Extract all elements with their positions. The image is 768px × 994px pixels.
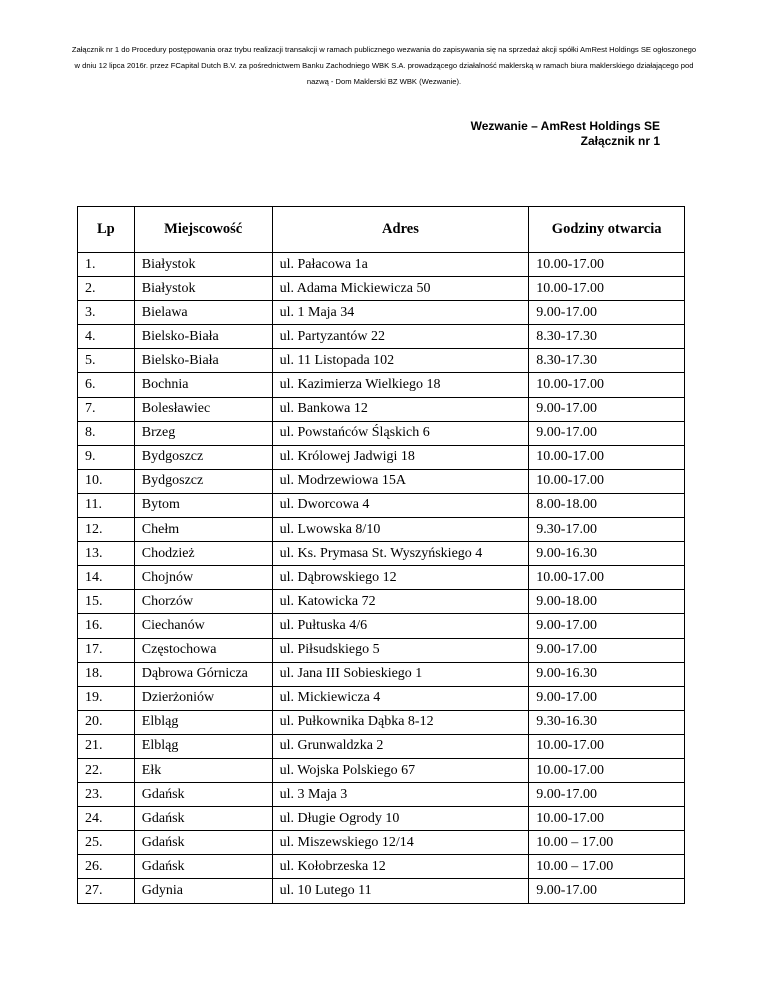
annex-description-line-1: Załącznik nr 1 do Procedury postępowania oraz trybu realizacji transakcji w ramach publicznego wezwania do zapisywania się na sprzedaż akcji spółki AmRest Holdings SE ogłoszonego [71, 45, 697, 54]
cell-hours: 8.30-17.30 [529, 325, 685, 349]
header-city: Miejscowość [134, 207, 272, 253]
header-hours: Godziny otwarcia [529, 207, 685, 253]
cell-address: ul. Bankowa 12 [272, 397, 529, 421]
cell-city: Częstochowa [134, 638, 272, 662]
cell-city: Bielsko-Biała [134, 349, 272, 373]
cell-lp: 3. [78, 301, 135, 325]
cell-hours: 10.00-17.00 [529, 566, 685, 590]
document-title-line-2: Załącznik nr 1 [580, 134, 660, 148]
cell-lp: 20. [78, 710, 135, 734]
cell-city: Bydgoszcz [134, 469, 272, 493]
cell-lp: 22. [78, 758, 135, 782]
cell-lp: 23. [78, 783, 135, 807]
cell-hours: 9.00-17.00 [529, 301, 685, 325]
cell-address: ul. Kołobrzeska 12 [272, 855, 529, 879]
cell-address: ul. Pałacowa 1a [272, 253, 529, 277]
cell-hours: 9.00-17.00 [529, 397, 685, 421]
cell-address: ul. Ks. Prymasa St. Wyszyńskiego 4 [272, 542, 529, 566]
annex-description-line-2: w dniu 12 lipca 2016r. przez FCapital Dutch B.V. za pośrednictwem Banku Zachodniego WBK S.A. prowadzącego działalność maklerską w ramach biura maklerskiego działającego pod [74, 61, 694, 70]
cell-hours: 10.00-17.00 [529, 469, 685, 493]
cell-address: ul. 11 Listopada 102 [272, 349, 529, 373]
cell-hours: 9.00-17.00 [529, 421, 685, 445]
table-header-row [78, 207, 685, 253]
table-row [78, 518, 685, 542]
cell-address: ul. 10 Lutego 11 [272, 879, 529, 903]
table-row [78, 855, 685, 879]
cell-lp: 17. [78, 638, 135, 662]
cell-address: ul. Adama Mickiewicza 50 [272, 277, 529, 301]
cell-lp: 21. [78, 734, 135, 758]
cell-hours: 8.00-18.00 [529, 493, 685, 517]
table-row [78, 373, 685, 397]
cell-hours: 9.30-16.30 [529, 710, 685, 734]
cell-hours: 9.00-16.30 [529, 662, 685, 686]
cell-city: Bielawa [134, 301, 272, 325]
cell-address: ul. Modrzewiowa 15A [272, 469, 529, 493]
cell-address: ul. Lwowska 8/10 [272, 518, 529, 542]
cell-city: Gdańsk [134, 831, 272, 855]
cell-city: Bochnia [134, 373, 272, 397]
cell-lp: 6. [78, 373, 135, 397]
table-row [78, 590, 685, 614]
table-row [78, 542, 685, 566]
cell-city: Brzeg [134, 421, 272, 445]
cell-lp: 19. [78, 686, 135, 710]
table-row [78, 614, 685, 638]
table-row [78, 879, 685, 903]
cell-city: Białystok [134, 253, 272, 277]
header-lp: Lp [78, 207, 135, 253]
cell-city: Bytom [134, 493, 272, 517]
cell-lp: 27. [78, 879, 135, 903]
cell-city: Chorzów [134, 590, 272, 614]
table-row [78, 638, 685, 662]
cell-hours: 10.00 – 17.00 [529, 831, 685, 855]
table-row [78, 734, 685, 758]
header-address: Adres [272, 207, 529, 253]
cell-lp: 25. [78, 831, 135, 855]
cell-hours: 10.00 – 17.00 [529, 855, 685, 879]
cell-city: Dzierżoniów [134, 686, 272, 710]
cell-hours: 10.00-17.00 [529, 373, 685, 397]
cell-hours: 9.00-17.00 [529, 879, 685, 903]
cell-lp: 1. [78, 253, 135, 277]
cell-address: ul. Grunwaldzka 2 [272, 734, 529, 758]
cell-hours: 9.00-16.30 [529, 542, 685, 566]
table-row [78, 710, 685, 734]
cell-city: Bielsko-Biała [134, 325, 272, 349]
cell-lp: 18. [78, 662, 135, 686]
cell-hours: 9.00-18.00 [529, 590, 685, 614]
table-row [78, 807, 685, 831]
cell-lp: 16. [78, 614, 135, 638]
cell-address: ul. Jana III Sobieskiego 1 [272, 662, 529, 686]
cell-city: Chojnów [134, 566, 272, 590]
table-row [78, 301, 685, 325]
cell-city: Gdynia [134, 879, 272, 903]
cell-hours: 10.00-17.00 [529, 277, 685, 301]
table-row [78, 325, 685, 349]
cell-address: ul. Katowicka 72 [272, 590, 529, 614]
cell-city: Ciechanów [134, 614, 272, 638]
cell-city: Dąbrowa Górnicza [134, 662, 272, 686]
cell-lp: 4. [78, 325, 135, 349]
cell-hours: 8.30-17.30 [529, 349, 685, 373]
table-row [78, 349, 685, 373]
cell-lp: 2. [78, 277, 135, 301]
cell-address: ul. Dworcowa 4 [272, 493, 529, 517]
cell-lp: 10. [78, 469, 135, 493]
cell-city: Gdańsk [134, 855, 272, 879]
table-row [78, 662, 685, 686]
cell-city: Bolesławiec [134, 397, 272, 421]
table-row [78, 421, 685, 445]
cell-address: ul. 1 Maja 34 [272, 301, 529, 325]
branch-table [77, 206, 685, 904]
annex-description-line-3: nazwą - Dom Maklerski BZ WBK (Wezwanie). [306, 77, 462, 86]
table-row [78, 397, 685, 421]
cell-address: ul. Piłsudskiego 5 [272, 638, 529, 662]
annex-description [20, 42, 748, 90]
cell-city: Elbląg [134, 734, 272, 758]
document-title-line-1: Wezwanie – AmRest Holdings SE [470, 119, 660, 133]
cell-city: Ełk [134, 758, 272, 782]
cell-lp: 12. [78, 518, 135, 542]
cell-city: Białystok [134, 277, 272, 301]
cell-city: Chodzież [134, 542, 272, 566]
cell-hours: 9.00-17.00 [529, 638, 685, 662]
cell-address: ul. Długie Ogrody 10 [272, 807, 529, 831]
table-row [78, 566, 685, 590]
cell-address: ul. Kazimierza Wielkiego 18 [272, 373, 529, 397]
cell-hours: 9.30-17.00 [529, 518, 685, 542]
table-row [78, 445, 685, 469]
cell-lp: 7. [78, 397, 135, 421]
cell-lp: 26. [78, 855, 135, 879]
cell-lp: 11. [78, 493, 135, 517]
cell-lp: 15. [78, 590, 135, 614]
cell-address: ul. Pułtuska 4/6 [272, 614, 529, 638]
cell-city: Elbląg [134, 710, 272, 734]
cell-hours: 10.00-17.00 [529, 253, 685, 277]
cell-city: Bydgoszcz [134, 445, 272, 469]
cell-city: Gdańsk [134, 807, 272, 831]
cell-lp: 5. [78, 349, 135, 373]
table-row [78, 686, 685, 710]
cell-address: ul. Mickiewicza 4 [272, 686, 529, 710]
cell-address: ul. Królowej Jadwigi 18 [272, 445, 529, 469]
cell-hours: 9.00-17.00 [529, 614, 685, 638]
table-body [78, 253, 685, 904]
cell-lp: 13. [78, 542, 135, 566]
cell-hours: 9.00-17.00 [529, 686, 685, 710]
cell-city: Chełm [134, 518, 272, 542]
cell-address: ul. Partyzantów 22 [272, 325, 529, 349]
table-row [78, 277, 685, 301]
cell-address: ul. Miszewskiego 12/14 [272, 831, 529, 855]
cell-hours: 10.00-17.00 [529, 807, 685, 831]
table-row [78, 758, 685, 782]
document-title [471, 119, 660, 149]
cell-address: ul. Pułkownika Dąbka 8-12 [272, 710, 529, 734]
table-row [78, 469, 685, 493]
table-row [78, 831, 685, 855]
table-row [78, 493, 685, 517]
cell-lp: 8. [78, 421, 135, 445]
cell-hours: 10.00-17.00 [529, 734, 685, 758]
table-row [78, 253, 685, 277]
cell-hours: 9.00-17.00 [529, 783, 685, 807]
cell-city: Gdańsk [134, 783, 272, 807]
cell-hours: 10.00-17.00 [529, 445, 685, 469]
cell-hours: 10.00-17.00 [529, 758, 685, 782]
cell-lp: 14. [78, 566, 135, 590]
cell-address: ul. Wojska Polskiego 67 [272, 758, 529, 782]
cell-address: ul. Powstańców Śląskich 6 [272, 421, 529, 445]
cell-lp: 24. [78, 807, 135, 831]
cell-lp: 9. [78, 445, 135, 469]
table-row [78, 783, 685, 807]
cell-address: ul. 3 Maja 3 [272, 783, 529, 807]
cell-address: ul. Dąbrowskiego 12 [272, 566, 529, 590]
